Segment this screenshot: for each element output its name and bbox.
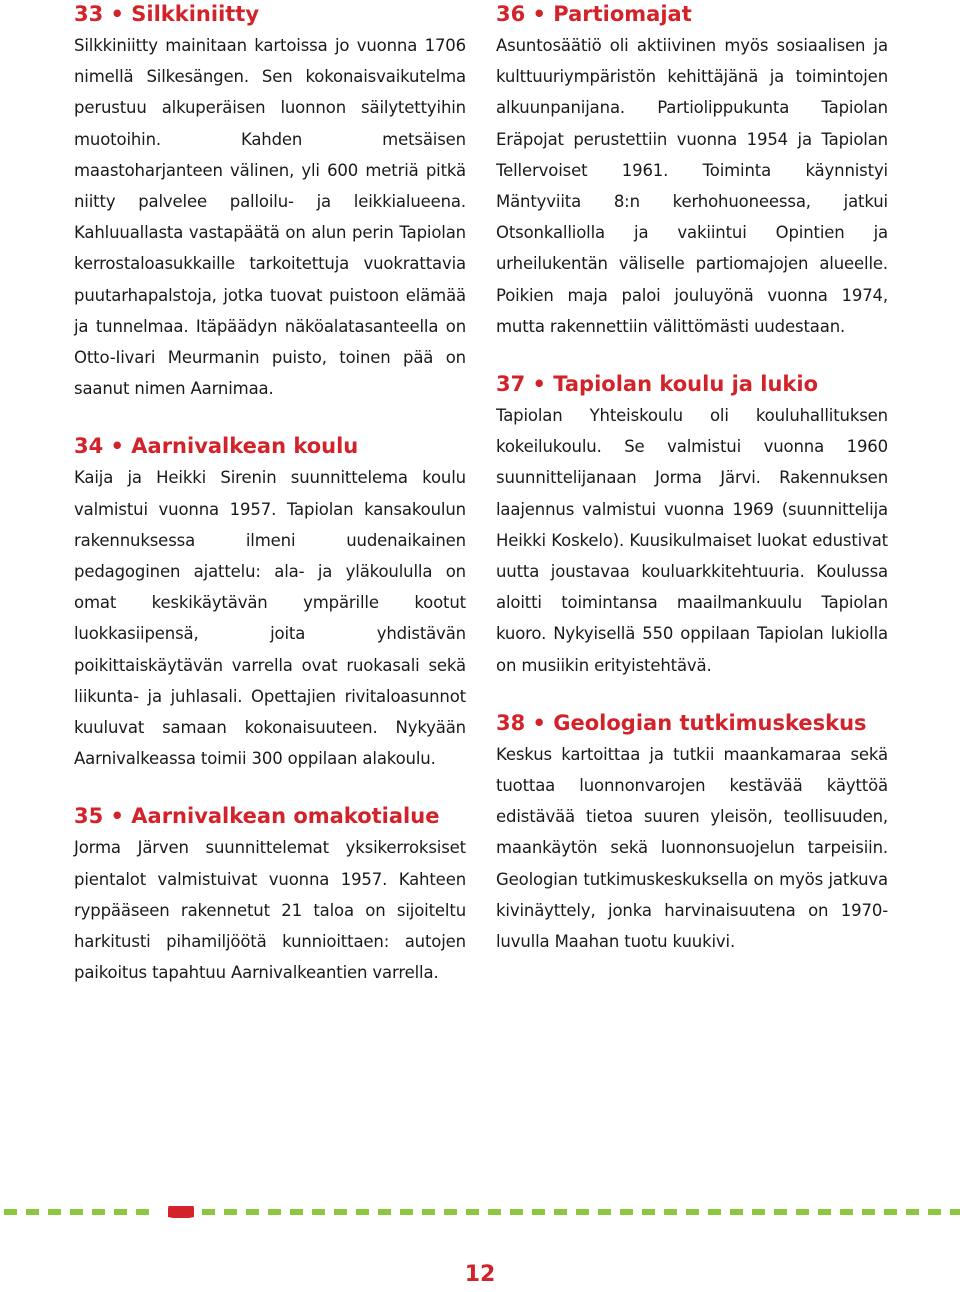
green-dash [246, 1209, 259, 1215]
green-dash [510, 1209, 523, 1215]
section-heading: 37 • Tapiolan koulu ja lukio [496, 372, 819, 397]
right-column [496, 0, 888, 957]
green-dash [598, 1209, 611, 1215]
section-heading: 35 • Aarnivalkean omakotialue [74, 804, 440, 829]
section-heading: 36 • Partiomajat [496, 2, 692, 26]
green-dash [642, 1209, 655, 1215]
section-36 [496, 0, 888, 342]
green-dash [488, 1209, 501, 1215]
section-34 [74, 432, 466, 774]
section-heading: 38 • Geologian tutkimuskeskus [496, 710, 867, 735]
decorative-dashed-line [0, 1206, 960, 1218]
green-dash [290, 1209, 303, 1215]
green-dash [576, 1209, 589, 1215]
green-dash [796, 1209, 809, 1215]
green-dash [708, 1209, 721, 1215]
green-dash [532, 1209, 545, 1215]
green-dash [136, 1209, 149, 1215]
green-dash [466, 1209, 479, 1215]
section-33 [74, 0, 466, 404]
green-dash [92, 1209, 105, 1215]
green-dash [840, 1209, 853, 1215]
green-dash [884, 1209, 897, 1215]
green-dash [444, 1209, 457, 1215]
green-dash [224, 1209, 237, 1215]
green-dash [664, 1209, 677, 1215]
green-dash [774, 1209, 787, 1215]
green-dash [26, 1209, 39, 1215]
section-heading: 34 • Aarnivalkean koulu [74, 434, 359, 459]
section-text: Asuntosäätiö oli aktiivinen myös sosiaalisen ja kulttuuriympäristön kehittäjänä ja toimintojen alkuunpanijana. Partiolippukunta Tapiolan Eräpojat perustettiin vuonna 1954 ja Tapiolan Tellervoiset 1961. Toiminta käynnistyi Mäntyviita 8:n kerhohuoneessa, jatkui Otsonkalliolla ja vakiintui Opintien ja urheilukentän väliselle partiomajojen alueelle. Poikien maja paloi jouluyönä vuonna 1974, mutta rakennettiin välittömästi uudestaan. [496, 36, 888, 336]
green-dash [268, 1209, 281, 1215]
green-dash [48, 1209, 61, 1215]
section-text: Kaija ja Heikki Sirenin suunnittelema koulu valmistui vuonna 1957. Tapiolan kansakoulun rakennuksessa ilmeni uudenaikainen pedagoginen ajattelu: ala- ja yläkoululla on omat keskikäytävän ympärille kootut luokkasiipensä, joita yhdistävän poikittaiskäytävän varrella ovat ruokasali sekä liikunta- ja juhlasali. Opettajien rivitaloasunnot kuuluvat samaan kokonaisuuteen. Nykyään Aarnivalkeassa toimii 300 oppilaan alakoulu. [74, 468, 466, 769]
section-heading: 33 • Silkkiniitty [74, 2, 260, 26]
green-dash [334, 1209, 347, 1215]
green-dash [114, 1209, 127, 1215]
green-dash [378, 1209, 391, 1215]
left-column [74, 0, 466, 988]
green-dash [620, 1209, 633, 1215]
green-dashes [4, 1209, 960, 1215]
section-text: Silkkiniitty mainitaan kartoissa jo vuonna 1706 nimellä Silkesängen. Sen kokonaisvaikutelma perustuu alkuperäisen luonnon säilytettyihin muotoihin. Kahden metsäisen maastoharjanteen välinen, yli 600 metriä pitkä niitty palvelee palloilu- ja leikkialueena. Kahluuallasta vastapäätä on alun perin Tapiolan kerrostaloasukkaille tarkoitettuja vuokrattavia puutarhapalstoja, jotka tuovat puistoon elämää ja tunnelmaa. Itäpäädyn näköalatasanteella on Otto-Iivari Meurmanin puisto, toinen pää on saanut nimen Aarnimaa. [74, 36, 466, 399]
green-dash [70, 1209, 83, 1215]
green-dash [686, 1209, 699, 1215]
green-dash [312, 1209, 325, 1215]
green-dash [818, 1209, 831, 1215]
green-dash [422, 1209, 435, 1215]
section-35 [74, 802, 466, 988]
green-dash [928, 1209, 941, 1215]
green-dash [4, 1209, 17, 1215]
section-text: Tapiolan Yhteiskoulu oli kouluhallituksen kokeilukoulu. Se valmistui vuonna 1960 suunnittelijanaan Jorma Järvi. Rakennuksen laajennus valmistui vuonna 1969 (suunnittelija Heikki Koskelo). Kuusikulmaiset luokat edustivat uutta joustavaa kouluarkkitehtuuria. Koulussa aloitti toimintansa maailmankuulu Tapiolan kuoro. Nykyisellä 550 oppilaan Tapiolan lukiolla on musiikin erityistehtävä. [496, 406, 888, 675]
green-dash [400, 1209, 413, 1215]
green-dash [356, 1209, 369, 1215]
green-dash [202, 1209, 215, 1215]
green-dash [730, 1209, 743, 1215]
green-dash [950, 1209, 960, 1215]
page-number: 12 [464, 1262, 496, 1287]
green-dash [554, 1209, 567, 1215]
red-blob-marker-icon [168, 1206, 194, 1218]
green-dash [906, 1209, 919, 1215]
section-37 [496, 370, 888, 681]
section-text: Jorma Järven suunnittelemat yksikerroksiset pientalot valmistuivat vuonna 1957. Kahteen ryppääseen rakennetut 21 taloa on sijoiteltu harkitusti pihamiljöötä kunnioittaen: autojen paikoitus tapahtuu Aarnivalkeantien varrella. [74, 838, 466, 983]
section-text: Keskus kartoittaa ja tutkii maankamaraa sekä tuottaa luonnonvarojen kestävää käyttöä edistävää tietoa suuren yleisön, teollisuuden, maankäytön sekä luonnonsuojelun tarpeisiin. Geologian tutkimuskeskuksella on myös jatkuva kivinäyttely, jonka harvinaisuutena on 1970-luvulla Maahan tuotu kuukivi. [496, 744, 888, 952]
green-dash [862, 1209, 875, 1215]
section-38 [496, 709, 888, 957]
green-dash [752, 1209, 765, 1215]
